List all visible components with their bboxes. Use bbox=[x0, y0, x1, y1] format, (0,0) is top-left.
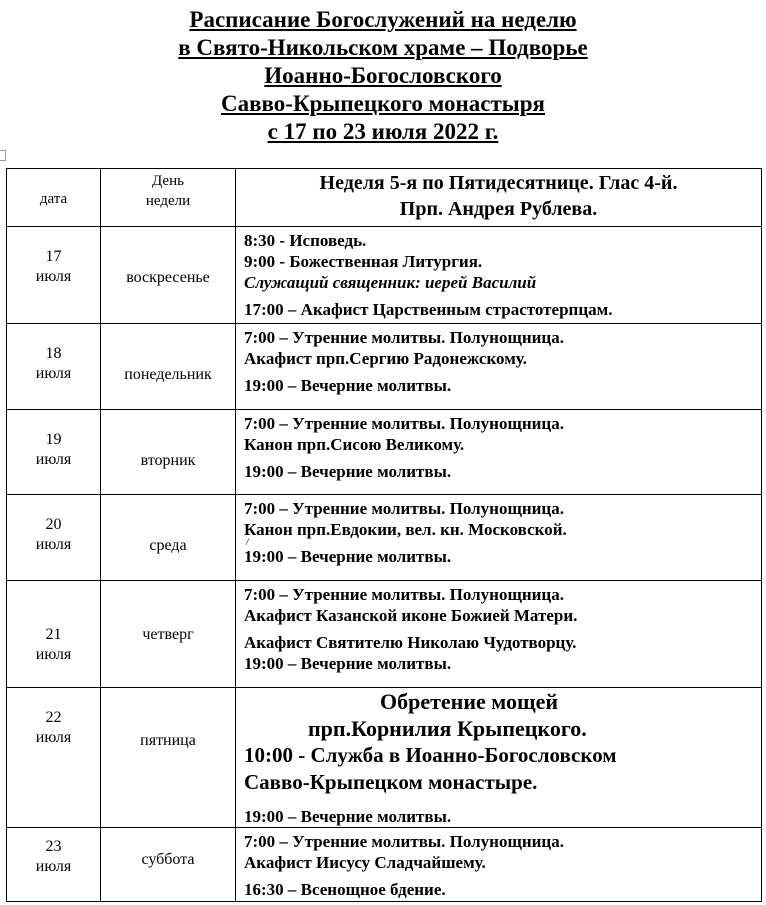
services-cell bbox=[236, 495, 762, 581]
service-line: 19:00 – Вечерние молитвы. bbox=[244, 654, 452, 673]
service-line: 19:00 – Вечерние молитвы. bbox=[244, 462, 452, 481]
service-line: 7:00 – Утренние молитвы. Полунощница. bbox=[244, 499, 564, 518]
schedule-table bbox=[6, 168, 762, 902]
weekday-cell bbox=[101, 688, 236, 828]
header-row bbox=[7, 169, 762, 227]
weekday-cell bbox=[101, 828, 236, 902]
services-cell bbox=[236, 324, 762, 410]
table-row bbox=[7, 227, 762, 324]
service-line: Служащий священник: иерей Василий bbox=[244, 273, 537, 292]
weekday-label: вторник bbox=[140, 452, 196, 469]
weekday-label: суббота bbox=[141, 851, 195, 868]
feast-title-line: прп.Корнилия Крыпецкого. bbox=[308, 716, 587, 741]
feast-line-1: Неделя 5-я по Пятидесятнице. Глас 4-й. bbox=[319, 172, 678, 194]
table-row bbox=[7, 581, 762, 688]
service-line: 17:00 – Акафист Царственным страстотерпцам. bbox=[244, 300, 613, 319]
service-line: Канон прп.Евдокии, вел. кн. Московской. bbox=[244, 520, 567, 539]
services-cell bbox=[236, 828, 762, 902]
service-line: 19:00 – Вечерние молитвы. bbox=[244, 807, 452, 826]
date-cell bbox=[7, 324, 101, 410]
weekday-label: среда bbox=[149, 537, 187, 554]
service-line: Акафист Казанской иконе Божией Матери. bbox=[244, 606, 578, 625]
date-cell bbox=[7, 410, 101, 495]
service-line: Савво-Крыпецком монастыре. bbox=[244, 770, 538, 794]
header-day-cell bbox=[101, 169, 236, 227]
service-line: 19:00 – Вечерние молитвы. bbox=[244, 547, 452, 566]
service-line: Акафист Святителю Николаю Чудотворцу. bbox=[244, 633, 577, 652]
weekday-cell bbox=[101, 495, 236, 581]
title-line-2: в Свято-Никольском храме – Подворье bbox=[178, 35, 588, 60]
date-day: 17 bbox=[45, 248, 62, 265]
table-row bbox=[7, 495, 762, 581]
date-day: 19 bbox=[45, 431, 62, 448]
date-cell bbox=[7, 688, 101, 828]
date-month: июля bbox=[35, 858, 72, 875]
header-date-label: дата bbox=[39, 191, 68, 207]
weekday-cell bbox=[101, 581, 236, 688]
service-line: 10:00 - Служба в Иоанно-Богословском bbox=[244, 743, 617, 767]
weekday-cell bbox=[101, 227, 236, 324]
title-line-5: с 17 по 23 июля 2022 г. bbox=[267, 119, 499, 144]
date-month: июля bbox=[35, 268, 72, 285]
title-line-1: Расписание Богослужений на неделю bbox=[189, 7, 577, 32]
service-line: Акафист Иисусу Сладчайшему. bbox=[244, 853, 486, 872]
services-cell bbox=[236, 581, 762, 688]
title-line-3: Иоанно-Богословского bbox=[264, 63, 502, 88]
document-title bbox=[0, 6, 766, 146]
header-date-cell bbox=[7, 169, 101, 227]
service-line: Акафист прп.Сергию Радонежскому. bbox=[244, 349, 527, 368]
date-month: июля bbox=[35, 451, 72, 468]
date-day: 22 bbox=[45, 709, 62, 726]
date-cell bbox=[7, 828, 101, 902]
table-row bbox=[7, 828, 762, 902]
header-feast-cell bbox=[236, 169, 762, 227]
feast-title-line: Обретение мощей bbox=[380, 689, 559, 714]
weekday-label: понедельник bbox=[124, 366, 212, 383]
services-cell bbox=[236, 688, 762, 828]
weekday-label: воскресенье bbox=[126, 269, 210, 286]
date-month: июля bbox=[35, 365, 72, 382]
stray-mark: / bbox=[246, 537, 249, 548]
service-line: 7:00 – Утренние молитвы. Полунощница. bbox=[244, 832, 564, 851]
date-cell bbox=[7, 495, 101, 581]
date-day: 20 bbox=[45, 516, 62, 533]
service-line: 9:00 - Божественная Литургия. bbox=[244, 252, 483, 271]
weekday-label: четверг bbox=[142, 626, 194, 643]
feast-line-2: Прп. Андрея Рублева. bbox=[399, 198, 598, 220]
title-line-4: Савво-Крыпецкого монастыря bbox=[221, 91, 545, 116]
service-line: 19:00 – Вечерние молитвы. bbox=[244, 376, 452, 395]
date-cell bbox=[7, 581, 101, 688]
service-line: 7:00 – Утренние молитвы. Полунощница. bbox=[244, 328, 564, 347]
weekday-cell bbox=[101, 324, 236, 410]
services-cell bbox=[236, 227, 762, 324]
weekday-label: пятница bbox=[140, 732, 196, 749]
service-line: 8:30 - Исповедь. bbox=[244, 231, 367, 250]
service-line: 16:30 – Всенощное бдение. bbox=[244, 880, 446, 899]
date-day: 23 bbox=[45, 838, 62, 855]
table-row bbox=[7, 324, 762, 410]
service-line: 7:00 – Утренние молитвы. Полунощница. bbox=[244, 585, 564, 604]
table-row bbox=[7, 410, 762, 495]
services-cell bbox=[236, 410, 762, 495]
date-cell bbox=[7, 227, 101, 324]
table-anchor-icon bbox=[0, 150, 6, 161]
date-day: 18 bbox=[45, 345, 62, 362]
service-line: Канон прп.Сисою Великому. bbox=[244, 435, 465, 454]
table-row bbox=[7, 688, 762, 828]
service-line: 7:00 – Утренние молитвы. Полунощница. bbox=[244, 414, 564, 433]
date-month: июля bbox=[35, 729, 72, 746]
weekday-cell bbox=[101, 410, 236, 495]
date-day: 21 bbox=[45, 626, 62, 643]
header-day-label: День недели bbox=[145, 173, 191, 209]
date-month: июля bbox=[35, 536, 72, 553]
date-month: июля bbox=[35, 646, 72, 663]
